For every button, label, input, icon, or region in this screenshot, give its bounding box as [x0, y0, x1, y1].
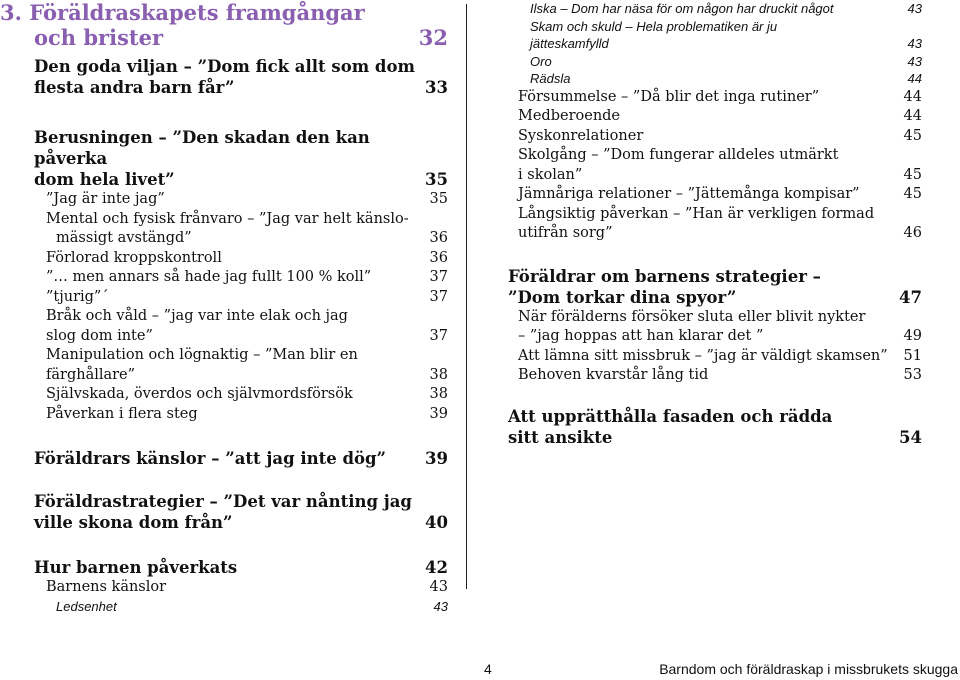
- toc-entry: ”… men annars så hade jag fullt 100 % koll” 37: [46, 269, 448, 285]
- chapter-title-line2: och brister: [34, 25, 164, 50]
- toc-entry: Långsiktig påverkan – ”Han är verkligen formad utifrån sorg” 46: [518, 205, 922, 241]
- toc-entry: Jämnåriga relationer – ”Jättemånga kompisar” 45: [518, 186, 922, 202]
- toc-entry: Att lämna sitt missbruk – ”jag är väldigt skamsen” 51: [518, 347, 922, 364]
- chapter-title-line1: Föräldraskapets framgångar: [29, 0, 365, 25]
- chapter-number: 3.: [0, 0, 22, 25]
- toc-entry-title: flesta andra barn får”: [34, 78, 235, 97]
- toc-left-column: [0, 0, 448, 615]
- book-title: Barndom och föräldraskap i missbrukets skugga: [659, 661, 958, 677]
- toc-entry: Rädsla 44: [530, 71, 922, 86]
- toc-entry: Syskonrelationer 45: [518, 127, 922, 144]
- page-number: 4: [484, 661, 492, 677]
- toc-entry: ”tjurig”´ 37: [46, 288, 448, 305]
- toc-entry: Mental och fysisk frånvaro – ”Jag var helt känslo- mässigt avstängd” 36: [46, 210, 448, 246]
- toc-entry: Skolgång – ”Dom fungerar alldeles utmärkt i skolan” 45: [518, 147, 922, 183]
- toc-entry-title: dom hela livet”: [34, 170, 175, 189]
- toc-entry-section: Föräldrar om barnens strategier – ”Dom torkar dina spyor” 47: [508, 266, 922, 307]
- toc-entry: Bråk och våld – ”jag var inte elak och jag slog dom inte” 37: [46, 308, 448, 344]
- toc-entry-section: Att upprätthålla fasaden och rädda sitt ansikte 54: [508, 406, 922, 447]
- strategier-subsections: [508, 308, 922, 386]
- toc-entry-section: Föräldrars känslor – ”att jag inte dög” 39: [34, 449, 448, 468]
- berusningen-subsections: [0, 190, 448, 424]
- toc-entry: Barnens känslor 43: [46, 579, 448, 595]
- toc-entry-title: Berusningen – ”Den skadan den kan påverka: [34, 128, 370, 168]
- toc-entry-page: 33: [425, 78, 448, 97]
- toc-entry-section: Hur barnen påverkats 42: [34, 558, 448, 577]
- toc-entry: Förlorad kroppskontroll 36: [46, 249, 448, 266]
- chapter-page: 32: [418, 25, 448, 50]
- toc-entry-section: Föräldrastrategier – ”Det var nånting jag ville skona dom från” 40: [34, 492, 448, 532]
- barnen-subsections: [508, 88, 922, 244]
- toc-entry: Medberoende 44: [518, 108, 922, 124]
- column-divider: [466, 4, 467, 589]
- toc-entry: När förälderns försöker sluta eller blivit nykter – ”jag hoppas att han klarar det ” 49: [518, 308, 922, 344]
- toc-entry: Oro 43: [530, 53, 922, 69]
- toc-entry: Påverkan i flera steg 39: [46, 405, 448, 422]
- toc-entry-section: [0, 56, 448, 98]
- toc-entry-section: [0, 127, 448, 190]
- toc-entry-title: Den goda viljan – ”Dom fick allt som dom: [34, 57, 415, 76]
- toc-entry: Manipulation och lögnaktig – ”Man blir en färghållare” 38: [46, 347, 448, 383]
- toc-right-column: [508, 0, 922, 448]
- chapter-heading: [0, 0, 448, 50]
- toc-entry: Behoven kvarstår lång tid 53: [518, 367, 922, 383]
- toc-entry: Självskada, överdos och självmordsförsök 38: [46, 386, 448, 402]
- toc-entry: Ilska – Dom har näsa för om någon har druckit något 43: [530, 1, 922, 16]
- toc-entry: ”Jag är inte jag” 35: [46, 191, 448, 207]
- toc-entry: Försummelse – ”Då blir det inga rutiner” 44: [518, 88, 922, 105]
- toc-entry-page: 35: [425, 170, 448, 189]
- toc-entry: Ledsenhet 43: [56, 598, 448, 614]
- toc-entry: Skam och skuld – Hela problematiken är ju jätteskamfylld 43: [530, 18, 922, 51]
